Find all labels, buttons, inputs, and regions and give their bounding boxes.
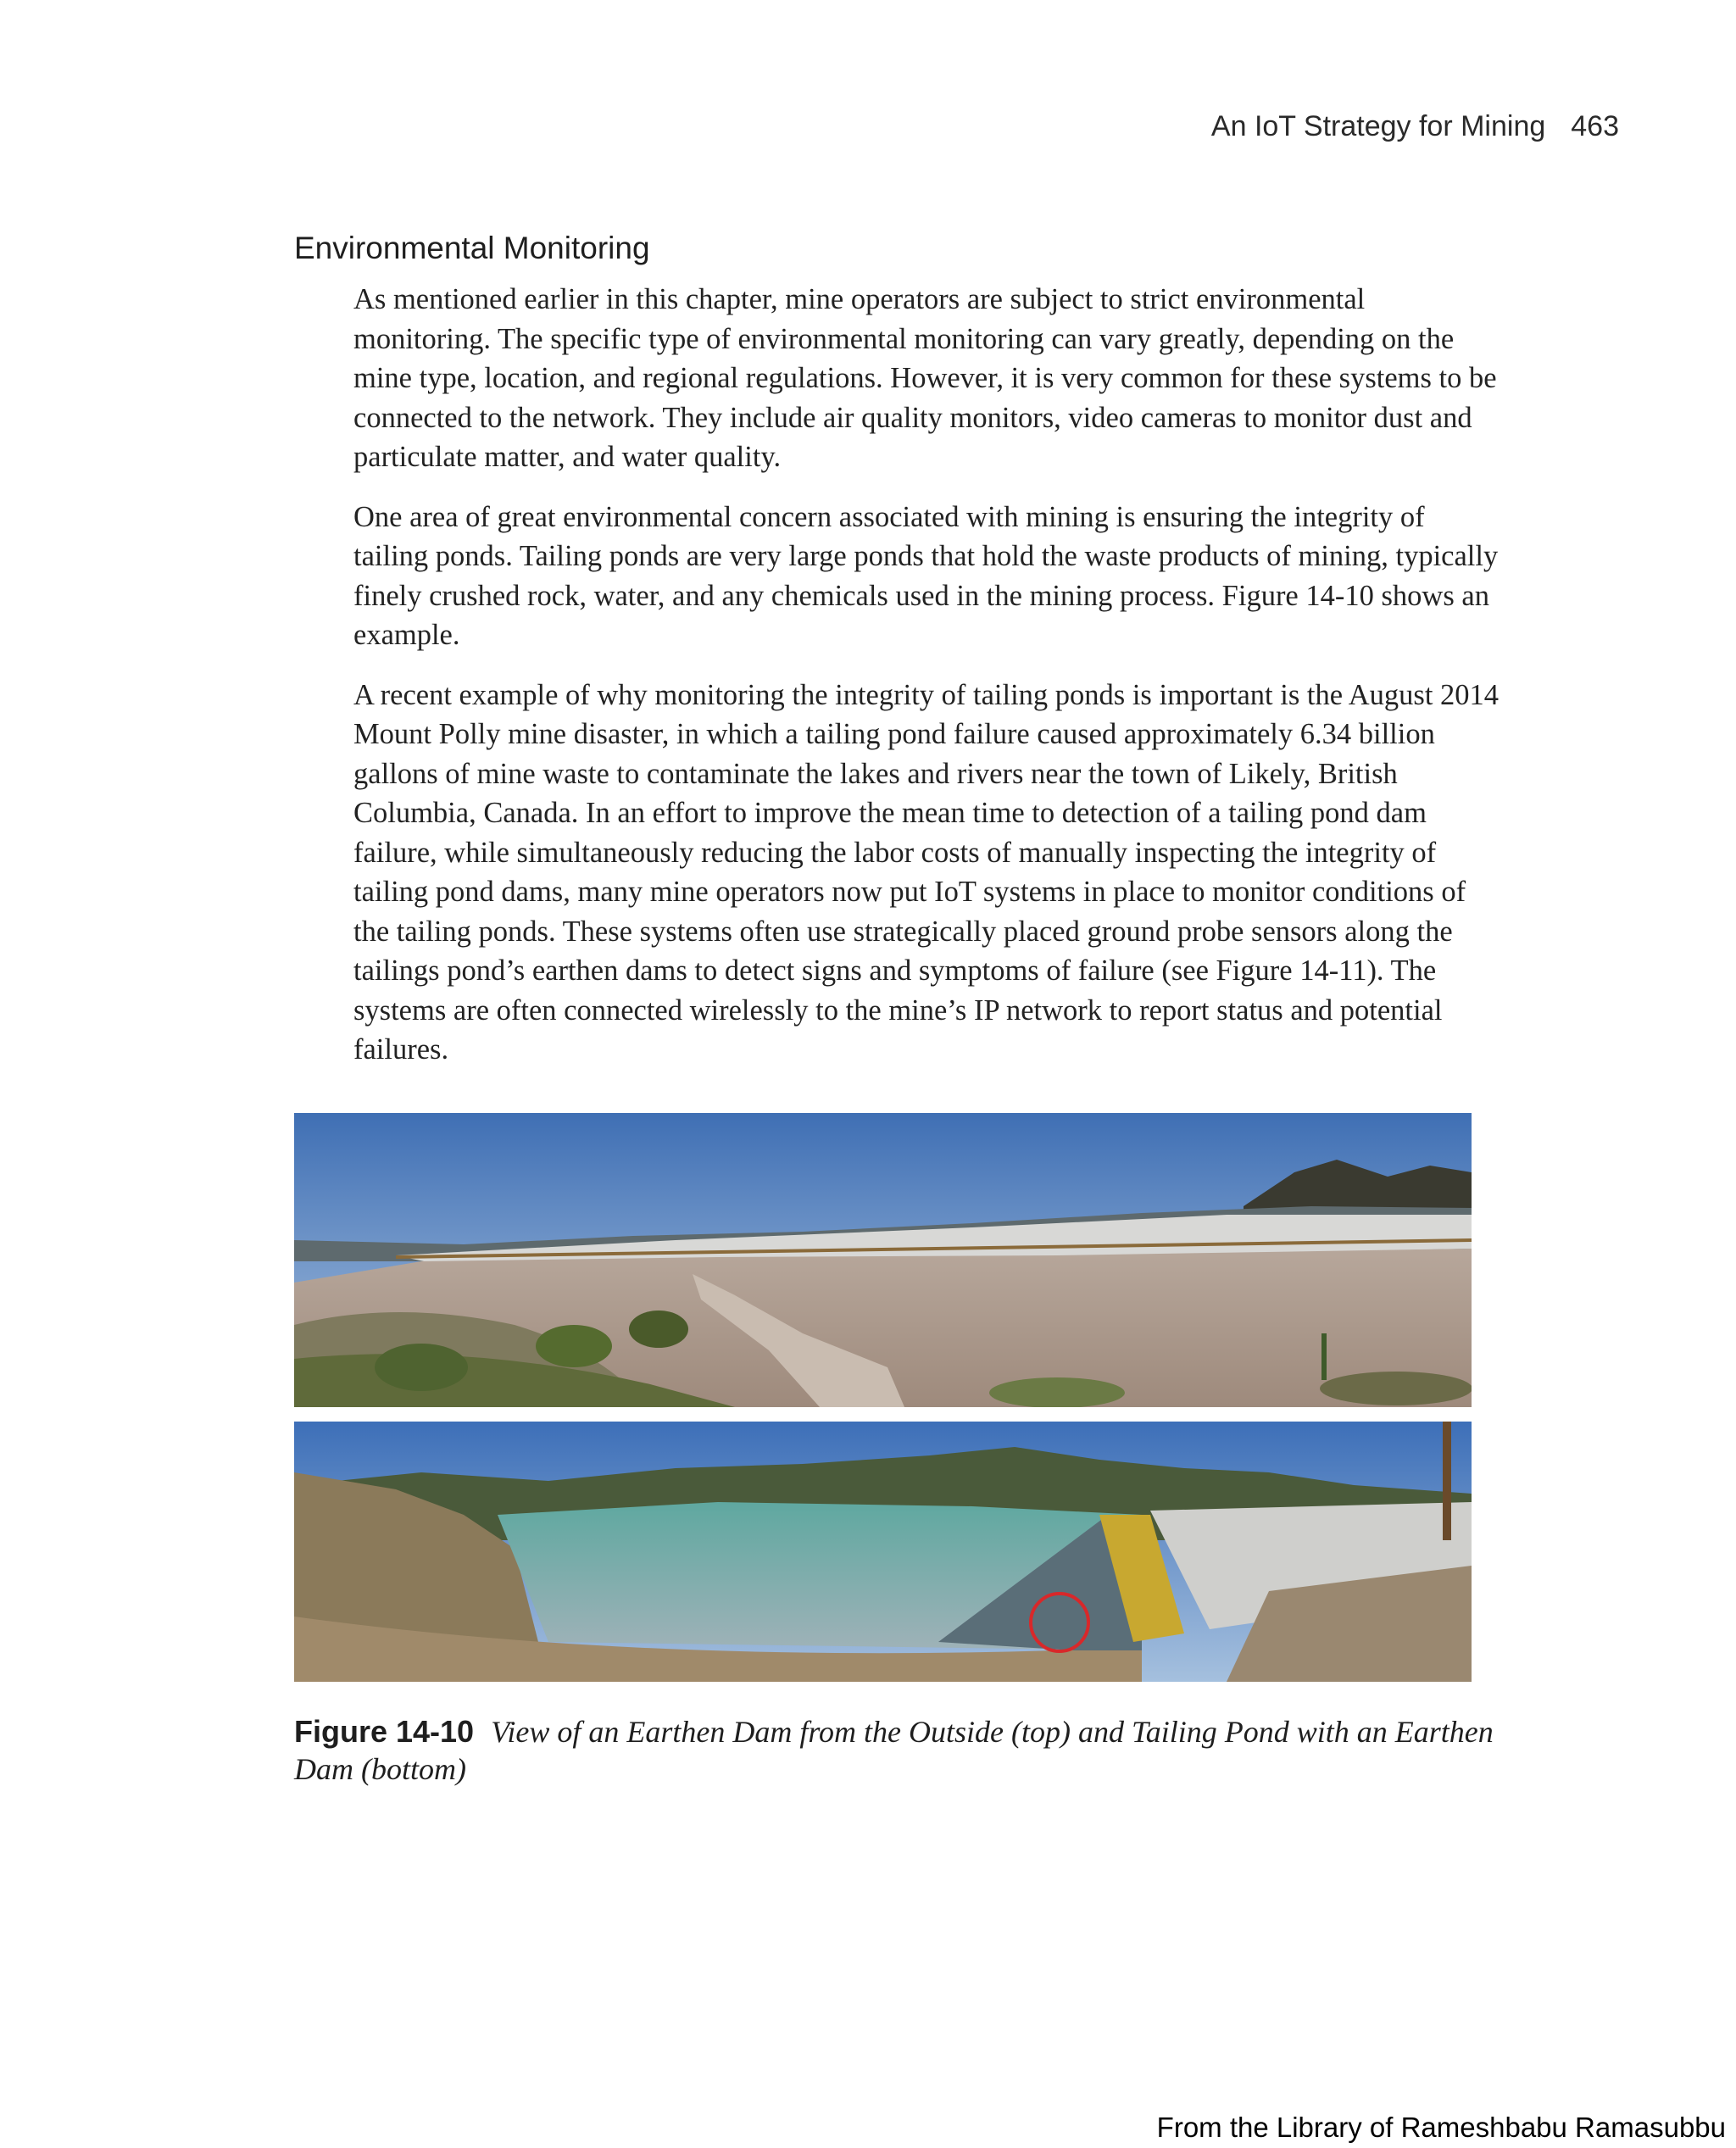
section-title: Environmental Monitoring (294, 231, 650, 265)
earthen-dam-outside-illustration (294, 1113, 1472, 1407)
tailing-pond-photo (294, 1422, 1472, 1682)
paragraph: As mentioned earlier in this chapter, mine operators are subject to strict environmental monitoring. The specific type of environmental monitoring can vary greatly, depending on the mine type, location, and regional regulations. However, it is very common for these systems to be connected to the network. They include air quality monitors, video cameras to monitor dust and particulate matter, and water quality. (353, 283, 1497, 473)
page-number: 463 (1571, 110, 1619, 142)
tailing-pond-illustration (294, 1422, 1472, 1682)
library-footer-note: From the Library of Rameshbabu Ramasubbu (1156, 2112, 1726, 2143)
paragraph: One area of great environmental concern associated with mining is ensuring the integrity of tailing ponds. Tailing ponds are very large ponds that hold the waste products of mining, typically finely crushed rock, water, and any chemicals used in the mining process. Figure 14-10 shows an example. (353, 500, 1499, 651)
figure-label: Figure 14-10 (294, 1714, 475, 1749)
figure-caption (294, 1713, 1506, 1788)
figure-caption-text: View of an Earthen Dam from the Outside (top) and Tailing Pond with an Earthen Dam (bottom) (294, 1715, 1494, 1786)
paragraph: A recent example of why monitoring the integrity of tailing ponds is important is the August 2014 Mount Polly mine disaster, in which a tailing pond failure caused approximately 6.34 billion gallons of mine waste to contaminate the lakes and rivers near the town of Likely, British Columbia, Canada. In an effort to improve the mean time to detection of a tailing pond dam failure, while simultaneously reducing the labor costs of manually inspecting the integrity of tailing pond dams, many mine operators now put IoT systems in place to monitor conditions of the tailing ponds. These systems often use strategically placed ground probe sensors along the tailings pond’s earthen dams to detect signs and symptoms of failure (see Figure 14-11). The systems are often connected wirelessly to the mine’s IP network to report status and potential failures. (353, 678, 1500, 1066)
running-title: An IoT Strategy for Mining (1210, 110, 1546, 142)
body-text (353, 280, 1502, 1090)
running-head (1211, 110, 1619, 143)
earthen-dam-outside-photo (294, 1113, 1472, 1407)
